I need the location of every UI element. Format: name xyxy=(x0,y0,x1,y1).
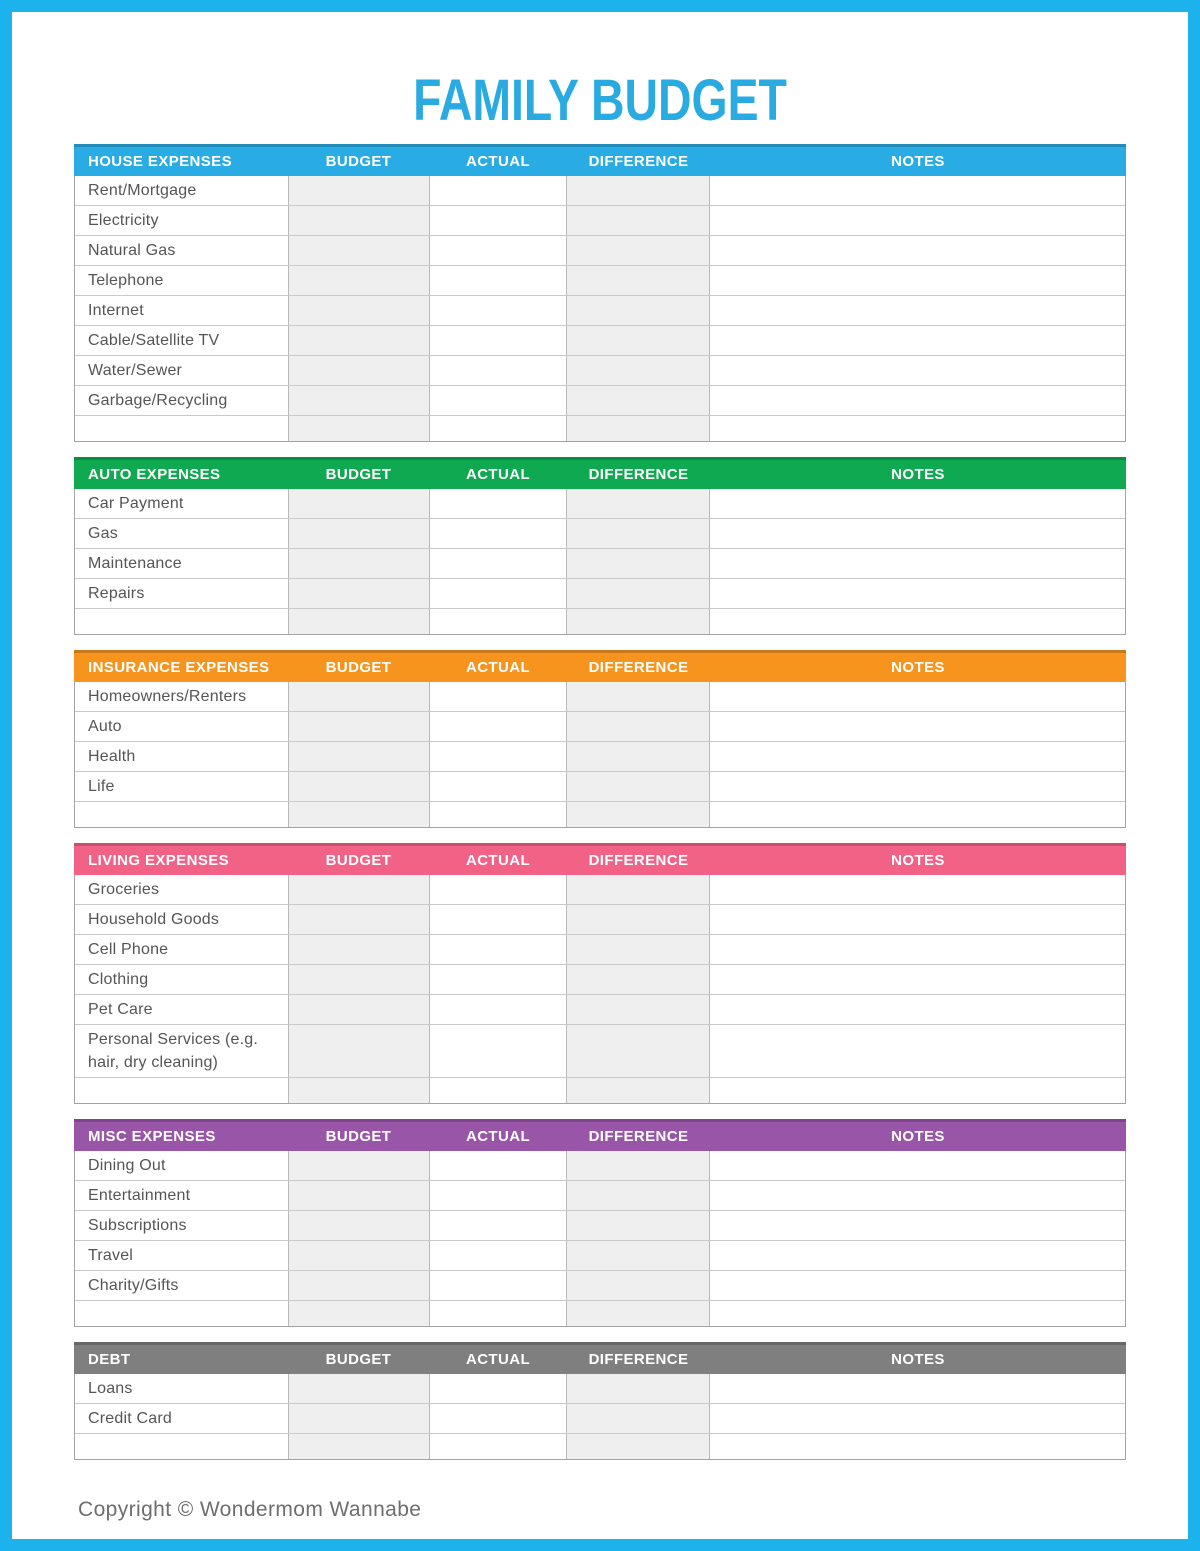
column-header-actual: ACTUAL xyxy=(465,852,531,869)
budget-section xyxy=(74,1342,1126,1460)
notes-cell[interactable] xyxy=(709,1434,1125,1459)
expense-label: Personal Services (e.g. hair, dry cleaning) xyxy=(88,1031,259,1071)
difference-cell[interactable] xyxy=(566,326,709,355)
section-header xyxy=(74,1342,1126,1374)
budget-cell[interactable] xyxy=(288,266,429,295)
expense-label: Credit Card xyxy=(88,1410,173,1427)
actual-cell[interactable] xyxy=(429,682,566,711)
difference-cell[interactable] xyxy=(566,1271,709,1300)
expense-label: Garbage/Recycling xyxy=(88,392,228,409)
expense-label: Maintenance xyxy=(88,555,182,572)
notes-cell[interactable] xyxy=(709,1374,1125,1403)
actual-cell[interactable] xyxy=(429,236,566,265)
actual-cell[interactable] xyxy=(429,519,566,548)
notes-cell[interactable] xyxy=(709,905,1125,934)
table-row xyxy=(75,771,1125,801)
notes-cell[interactable] xyxy=(709,609,1125,634)
budget-cell[interactable] xyxy=(288,712,429,741)
expense-label: Groceries xyxy=(88,881,160,898)
section-rows xyxy=(74,176,1126,442)
table-row xyxy=(75,518,1125,548)
expense-label: Entertainment xyxy=(88,1187,191,1204)
budget-section xyxy=(74,144,1126,442)
budget-cell[interactable] xyxy=(288,682,429,711)
expense-label: Car Payment xyxy=(88,495,184,512)
actual-cell[interactable] xyxy=(429,935,566,964)
actual-cell[interactable] xyxy=(429,1151,566,1180)
section-rows xyxy=(74,489,1126,635)
section-rows xyxy=(74,1151,1126,1327)
expense-label xyxy=(75,1434,288,1459)
difference-cell[interactable] xyxy=(566,1374,709,1403)
difference-cell[interactable] xyxy=(566,742,709,771)
table-row xyxy=(75,1180,1125,1210)
section-rows xyxy=(74,1374,1126,1460)
difference-cell[interactable] xyxy=(566,519,709,548)
difference-cell[interactable] xyxy=(566,206,709,235)
column-header-notes: NOTES xyxy=(891,466,945,483)
column-header-difference: DIFFERENCE xyxy=(588,466,689,483)
expense-label: Life xyxy=(88,778,115,795)
notes-cell[interactable] xyxy=(709,712,1125,741)
column-header-budget: BUDGET xyxy=(325,466,392,483)
expense-label: Homeowners/Renters xyxy=(88,688,247,705)
column-header-difference: DIFFERENCE xyxy=(588,1351,689,1368)
actual-cell[interactable] xyxy=(429,1211,566,1240)
difference-cell[interactable] xyxy=(566,1151,709,1180)
actual-cell[interactable] xyxy=(429,712,566,741)
section-rows xyxy=(74,682,1126,828)
notes-cell[interactable] xyxy=(709,176,1125,205)
column-header-difference: DIFFERENCE xyxy=(588,659,689,676)
column-header-budget: BUDGET xyxy=(325,1351,392,1368)
actual-cell[interactable] xyxy=(429,206,566,235)
expense-label: Internet xyxy=(88,302,144,319)
expense-label: Loans xyxy=(88,1380,133,1397)
expense-label: Gas xyxy=(88,525,118,542)
notes-cell[interactable] xyxy=(709,296,1125,325)
actual-cell[interactable] xyxy=(429,266,566,295)
actual-cell[interactable] xyxy=(429,1301,566,1326)
section-title: HOUSE EXPENSES xyxy=(88,153,232,170)
column-header-difference: DIFFERENCE xyxy=(588,1128,689,1145)
difference-cell[interactable] xyxy=(566,772,709,801)
expense-label: Telephone xyxy=(88,272,164,289)
notes-cell[interactable] xyxy=(709,356,1125,385)
notes-cell[interactable] xyxy=(709,1301,1125,1326)
notes-cell[interactable] xyxy=(709,1025,1125,1077)
budget-section xyxy=(74,457,1126,635)
notes-cell[interactable] xyxy=(709,1241,1125,1270)
actual-cell[interactable] xyxy=(429,356,566,385)
table-row xyxy=(75,385,1125,415)
table-row xyxy=(75,1151,1125,1180)
column-header-actual: ACTUAL xyxy=(465,1128,531,1145)
expense-label: Travel xyxy=(88,1247,134,1264)
difference-cell[interactable] xyxy=(566,609,709,634)
table-row xyxy=(75,235,1125,265)
difference-cell[interactable] xyxy=(566,1301,709,1326)
actual-cell[interactable] xyxy=(429,1271,566,1300)
notes-cell[interactable] xyxy=(709,802,1125,827)
difference-cell[interactable] xyxy=(566,682,709,711)
budget-cell[interactable] xyxy=(288,236,429,265)
expense-label xyxy=(75,1078,288,1103)
section-title: MISC EXPENSES xyxy=(88,1128,216,1145)
notes-cell[interactable] xyxy=(709,579,1125,608)
notes-cell[interactable] xyxy=(709,519,1125,548)
actual-cell[interactable] xyxy=(429,1181,566,1210)
budget-cell[interactable] xyxy=(288,1271,429,1300)
notes-cell[interactable] xyxy=(709,965,1125,994)
section-title: DEBT xyxy=(88,1351,131,1368)
difference-cell[interactable] xyxy=(566,875,709,904)
budget-cell[interactable] xyxy=(288,1025,429,1077)
difference-cell[interactable] xyxy=(566,995,709,1024)
table-row xyxy=(75,608,1125,634)
budget-cell[interactable] xyxy=(288,1151,429,1180)
budget-cell[interactable] xyxy=(288,1181,429,1210)
section-header xyxy=(74,843,1126,875)
table-row xyxy=(75,355,1125,385)
budget-cell[interactable] xyxy=(288,1211,429,1240)
notes-cell[interactable] xyxy=(709,742,1125,771)
column-header-budget: BUDGET xyxy=(325,1128,392,1145)
budget-cell[interactable] xyxy=(288,609,429,634)
notes-cell[interactable] xyxy=(709,1271,1125,1300)
budget-cell[interactable] xyxy=(288,416,429,441)
actual-cell[interactable] xyxy=(429,1404,566,1433)
expense-label: Subscriptions xyxy=(88,1217,187,1234)
difference-cell[interactable] xyxy=(566,1211,709,1240)
column-header-budget: BUDGET xyxy=(325,852,392,869)
budget-cell[interactable] xyxy=(288,296,429,325)
difference-cell[interactable] xyxy=(566,905,709,934)
budget-cell[interactable] xyxy=(288,995,429,1024)
budget-cell[interactable] xyxy=(288,1404,429,1433)
notes-cell[interactable] xyxy=(709,995,1125,1024)
expense-label: Auto xyxy=(88,718,122,735)
budget-section xyxy=(74,650,1126,828)
actual-cell[interactable] xyxy=(429,995,566,1024)
table-row xyxy=(75,415,1125,441)
section-header xyxy=(74,650,1126,682)
budget-cell[interactable] xyxy=(288,519,429,548)
expense-label: Natural Gas xyxy=(88,242,176,259)
actual-cell[interactable] xyxy=(429,1241,566,1270)
difference-cell[interactable] xyxy=(566,266,709,295)
section-title: LIVING EXPENSES xyxy=(88,852,230,869)
difference-cell[interactable] xyxy=(566,935,709,964)
difference-cell[interactable] xyxy=(566,176,709,205)
budget-section xyxy=(74,843,1126,1104)
difference-cell[interactable] xyxy=(566,712,709,741)
actual-cell[interactable] xyxy=(429,1025,566,1077)
table-row xyxy=(75,875,1125,904)
difference-cell[interactable] xyxy=(566,416,709,441)
table-row xyxy=(75,325,1125,355)
actual-cell[interactable] xyxy=(429,742,566,771)
table-row xyxy=(75,1210,1125,1240)
budget-cell[interactable] xyxy=(288,1078,429,1103)
budget-cell[interactable] xyxy=(288,742,429,771)
table-row xyxy=(75,904,1125,934)
table-row xyxy=(75,1403,1125,1433)
expense-label: Household Goods xyxy=(88,911,220,928)
difference-cell[interactable] xyxy=(566,489,709,518)
column-header-difference: DIFFERENCE xyxy=(588,153,689,170)
actual-cell[interactable] xyxy=(429,1434,566,1459)
actual-cell[interactable] xyxy=(429,905,566,934)
budget-cell[interactable] xyxy=(288,1241,429,1270)
table-row xyxy=(75,801,1125,827)
actual-cell[interactable] xyxy=(429,875,566,904)
budget-cell[interactable] xyxy=(288,1374,429,1403)
budget-cell[interactable] xyxy=(288,1301,429,1326)
expense-label: Clothing xyxy=(88,971,149,988)
table-row xyxy=(75,994,1125,1024)
expense-label: Health xyxy=(88,748,136,765)
budget-tables xyxy=(74,144,1126,1460)
difference-cell[interactable] xyxy=(566,1241,709,1270)
difference-cell[interactable] xyxy=(566,1025,709,1077)
budget-cell[interactable] xyxy=(288,386,429,415)
column-header-budget: BUDGET xyxy=(325,659,392,676)
budget-cell[interactable] xyxy=(288,772,429,801)
table-row xyxy=(75,578,1125,608)
section-header xyxy=(74,1119,1126,1151)
table-row xyxy=(75,1433,1125,1459)
table-row xyxy=(75,1024,1125,1077)
notes-cell[interactable] xyxy=(709,416,1125,441)
copyright-text: Copyright © Wondermom Wannabe xyxy=(78,1498,422,1521)
actual-cell[interactable] xyxy=(429,549,566,578)
notes-cell[interactable] xyxy=(709,326,1125,355)
budget-cell[interactable] xyxy=(288,549,429,578)
notes-cell[interactable] xyxy=(709,682,1125,711)
difference-cell[interactable] xyxy=(566,802,709,827)
difference-cell[interactable] xyxy=(566,965,709,994)
section-header xyxy=(74,457,1126,489)
budget-cell[interactable] xyxy=(288,1434,429,1459)
actual-cell[interactable] xyxy=(429,965,566,994)
notes-cell[interactable] xyxy=(709,935,1125,964)
column-header-notes: NOTES xyxy=(891,1128,945,1145)
notes-cell[interactable] xyxy=(709,772,1125,801)
expense-label: Rent/Mortgage xyxy=(88,182,197,199)
actual-cell[interactable] xyxy=(429,326,566,355)
budget-cell[interactable] xyxy=(288,356,429,385)
budget-cell[interactable] xyxy=(288,579,429,608)
notes-cell[interactable] xyxy=(709,1151,1125,1180)
expense-label: Cell Phone xyxy=(88,941,169,958)
section-title: AUTO EXPENSES xyxy=(88,466,221,483)
table-row xyxy=(75,964,1125,994)
table-row xyxy=(75,1270,1125,1300)
column-header-budget: BUDGET xyxy=(325,153,392,170)
budget-cell[interactable] xyxy=(288,802,429,827)
notes-cell[interactable] xyxy=(709,206,1125,235)
expense-label: Dining Out xyxy=(88,1157,166,1174)
column-header-actual: ACTUAL xyxy=(465,466,531,483)
actual-cell[interactable] xyxy=(429,296,566,325)
notes-cell[interactable] xyxy=(709,1211,1125,1240)
actual-cell[interactable] xyxy=(429,579,566,608)
expense-label xyxy=(75,1301,288,1326)
notes-cell[interactable] xyxy=(709,875,1125,904)
section-title: INSURANCE EXPENSES xyxy=(88,659,270,676)
actual-cell[interactable] xyxy=(429,416,566,441)
page-title: FAMILY BUDGET xyxy=(413,68,787,133)
difference-cell[interactable] xyxy=(566,1078,709,1103)
notes-cell[interactable] xyxy=(709,1181,1125,1210)
section-rows xyxy=(74,875,1126,1104)
table-row xyxy=(75,295,1125,325)
column-header-actual: ACTUAL xyxy=(465,1351,531,1368)
expense-label xyxy=(75,802,288,827)
notes-cell[interactable] xyxy=(709,549,1125,578)
expense-label: Repairs xyxy=(88,585,145,602)
column-header-notes: NOTES xyxy=(891,153,945,170)
column-header-difference: DIFFERENCE xyxy=(588,852,689,869)
table-row xyxy=(75,1374,1125,1403)
table-row xyxy=(75,176,1125,205)
expense-label: Pet Care xyxy=(88,1001,153,1018)
table-row xyxy=(75,548,1125,578)
actual-cell[interactable] xyxy=(429,386,566,415)
budget-cell[interactable] xyxy=(288,176,429,205)
table-row xyxy=(75,934,1125,964)
difference-cell[interactable] xyxy=(566,549,709,578)
actual-cell[interactable] xyxy=(429,176,566,205)
expense-label xyxy=(75,609,288,634)
notes-cell[interactable] xyxy=(709,266,1125,295)
difference-cell[interactable] xyxy=(566,1434,709,1459)
notes-cell[interactable] xyxy=(709,386,1125,415)
budget-cell[interactable] xyxy=(288,326,429,355)
budget-cell[interactable] xyxy=(288,875,429,904)
notes-cell[interactable] xyxy=(709,489,1125,518)
table-row xyxy=(75,205,1125,235)
table-row xyxy=(75,489,1125,518)
actual-cell[interactable] xyxy=(429,802,566,827)
table-row xyxy=(75,265,1125,295)
expense-label: Charity/Gifts xyxy=(88,1277,179,1294)
column-header-notes: NOTES xyxy=(891,659,945,676)
actual-cell[interactable] xyxy=(429,489,566,518)
expense-label: Water/Sewer xyxy=(88,362,183,379)
column-header-notes: NOTES xyxy=(891,1351,945,1368)
expense-label: Cable/Satellite TV xyxy=(88,332,220,349)
column-header-notes: NOTES xyxy=(891,852,945,869)
actual-cell[interactable] xyxy=(429,609,566,634)
table-row xyxy=(75,1240,1125,1270)
budget-cell[interactable] xyxy=(288,206,429,235)
column-header-actual: ACTUAL xyxy=(465,659,531,676)
actual-cell[interactable] xyxy=(429,1078,566,1103)
budget-section xyxy=(74,1119,1126,1327)
budget-cell[interactable] xyxy=(288,965,429,994)
budget-cell[interactable] xyxy=(288,905,429,934)
column-header-actual: ACTUAL xyxy=(465,153,531,170)
expense-label: Electricity xyxy=(88,212,159,229)
notes-cell[interactable] xyxy=(709,1404,1125,1433)
actual-cell[interactable] xyxy=(429,772,566,801)
difference-cell[interactable] xyxy=(566,1404,709,1433)
table-row xyxy=(75,741,1125,771)
table-row xyxy=(75,682,1125,711)
difference-cell[interactable] xyxy=(566,236,709,265)
notes-cell[interactable] xyxy=(709,236,1125,265)
difference-cell[interactable] xyxy=(566,296,709,325)
difference-cell[interactable] xyxy=(566,1181,709,1210)
budget-cell[interactable] xyxy=(288,935,429,964)
budget-cell[interactable] xyxy=(288,489,429,518)
notes-cell[interactable] xyxy=(709,1078,1125,1103)
table-row xyxy=(75,711,1125,741)
difference-cell[interactable] xyxy=(566,579,709,608)
expense-label xyxy=(75,416,288,441)
difference-cell[interactable] xyxy=(566,386,709,415)
table-row xyxy=(75,1077,1125,1103)
actual-cell[interactable] xyxy=(429,1374,566,1403)
table-row xyxy=(75,1300,1125,1326)
difference-cell[interactable] xyxy=(566,356,709,385)
section-header xyxy=(74,144,1126,176)
